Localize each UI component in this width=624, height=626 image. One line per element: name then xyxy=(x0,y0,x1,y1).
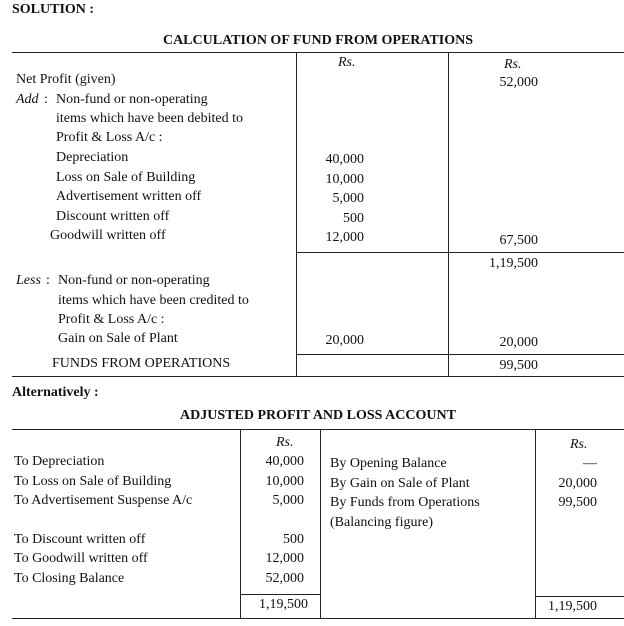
solution-heading: SOLUTION : xyxy=(12,2,95,17)
alternatively-heading: Alternatively : xyxy=(12,385,99,400)
dr-amount-goodwill: 12,000 xyxy=(265,551,304,566)
dr-amount-discount: 500 xyxy=(283,532,304,547)
row-label-less-2: items which have been credited to xyxy=(58,293,249,308)
row-label-less-3: Profit & Loss A/c : xyxy=(58,312,165,327)
row-a-goodwill: 12,000 xyxy=(325,230,364,245)
table1-col-header-1: Rs. xyxy=(338,55,356,70)
row-a-discount: 500 xyxy=(343,211,364,226)
row-prefix-colon-less: : xyxy=(46,273,50,288)
row-b-funds-operations: 99,500 xyxy=(499,358,538,373)
row-prefix-add: Add xyxy=(16,92,39,107)
row-label-add-1: Non-fund or non-operating xyxy=(56,92,208,107)
dr-label-depreciation: To Depreciation xyxy=(14,454,105,469)
row-label-less-1: Non-fund or non-operating xyxy=(58,273,210,288)
dr-label-discount: To Discount written off xyxy=(14,532,146,547)
row-label-add-3: Profit & Loss A/c : xyxy=(56,130,163,145)
dr-label-loss-building: To Loss on Sale of Building xyxy=(14,474,172,489)
table1-bottom-border xyxy=(12,376,624,377)
table1-title: CALCULATION OF FUND FROM OPERATIONS xyxy=(162,33,474,48)
row-a-gain-plant: 20,000 xyxy=(325,333,364,348)
table2-cr-header: Rs. xyxy=(570,437,588,452)
table1-top-border xyxy=(12,52,624,53)
row-a-depreciation: 40,000 xyxy=(325,152,364,167)
row-label-advertisement: Advertisement written off xyxy=(56,189,202,204)
dr-amount-depreciation: 40,000 xyxy=(265,454,304,469)
cr-label-opening-balance: By Opening Balance xyxy=(330,456,447,471)
dr-label-closing-balance: To Closing Balance xyxy=(14,571,125,586)
cr-label-gain-plant: By Gain on Sale of Plant xyxy=(330,476,470,491)
row-label-loss-building: Loss on Sale of Building xyxy=(56,170,196,185)
row-label-funds-operations: FUNDS FROM OPERATIONS xyxy=(52,356,231,371)
row-prefix-colon-add: : xyxy=(44,92,48,107)
row-label-gain-plant: Gain on Sale of Plant xyxy=(58,331,178,346)
table2-dr-total-rule xyxy=(240,594,320,595)
row-b-goodwill: 67,500 xyxy=(499,233,538,248)
row-label-goodwill: Goodwill written off xyxy=(50,228,166,243)
cr-amount-gain-plant: 20,000 xyxy=(558,476,597,491)
table1-total-rule xyxy=(296,354,624,355)
dr-amount-closing-balance: 52,000 xyxy=(265,571,304,586)
row-a-loss-building: 10,000 xyxy=(325,172,364,187)
cr-label-funds-operations: By Funds from Operations xyxy=(330,495,480,510)
table2-cr-total-rule xyxy=(535,596,624,597)
table1-col-header-2: Rs. xyxy=(504,57,522,72)
cr-amount-opening-balance: — xyxy=(583,456,597,471)
row-b-gain-plant: 20,000 xyxy=(499,335,538,350)
table1-subtotal-rule xyxy=(296,252,624,253)
table2-bottom-border xyxy=(12,618,624,619)
row-a-advertisement: 5,000 xyxy=(332,191,364,206)
cr-amount-funds-operations: 99,500 xyxy=(558,495,597,510)
table2-title: ADJUSTED PROFIT AND LOSS ACCOUNT xyxy=(180,408,456,423)
dr-label-advertisement: To Advertisement Suspense A/c xyxy=(14,493,193,508)
table2-col-divider-2 xyxy=(320,429,321,618)
row-label-add-2: items which have been debited to xyxy=(56,111,243,126)
dr-amount-loss-building: 10,000 xyxy=(265,474,304,489)
row-b-subtotal: 1,19,500 xyxy=(489,256,538,271)
row-b-net-profit: 52,000 xyxy=(499,75,538,90)
row-label-net-profit: Net Profit (given) xyxy=(16,72,116,87)
cr-label-balancing-figure: (Balancing figure) xyxy=(330,515,434,530)
row-label-discount: Discount written off xyxy=(56,209,170,224)
table2-col-divider-3 xyxy=(535,429,536,618)
dr-total: 1,19,500 xyxy=(259,597,308,612)
table1-col-divider-2 xyxy=(448,52,449,376)
dr-amount-advertisement: 5,000 xyxy=(272,493,304,508)
table2-top-border xyxy=(12,429,624,430)
dr-label-goodwill: To Goodwill written off xyxy=(14,551,148,566)
row-label-depreciation: Depreciation xyxy=(56,150,129,165)
table2-dr-header: Rs. xyxy=(276,435,294,450)
cr-total: 1,19,500 xyxy=(548,599,597,614)
row-prefix-less: Less xyxy=(16,273,41,288)
